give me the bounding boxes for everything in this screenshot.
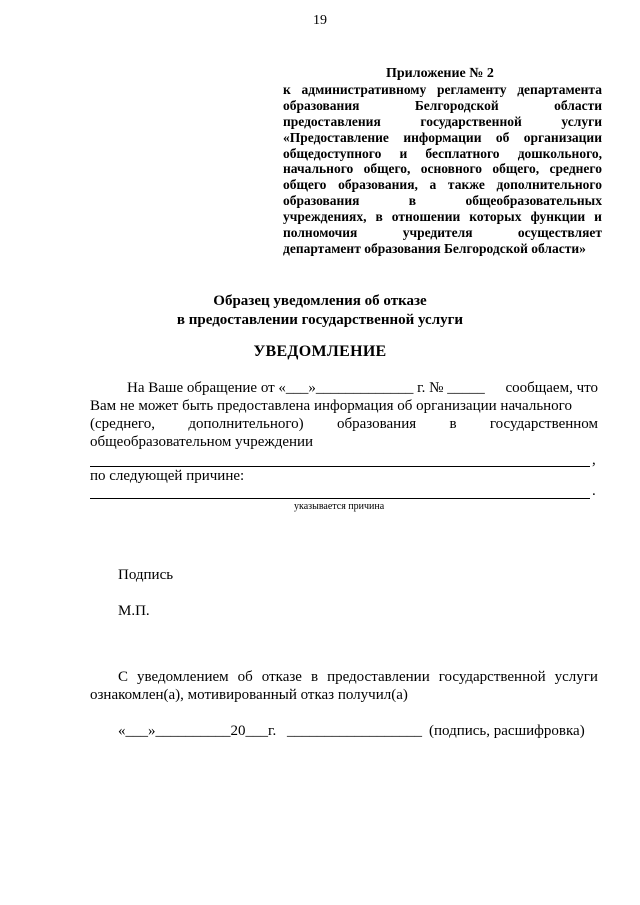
appendix-line	[283, 193, 602, 209]
ack-line-1-word: об	[237, 669, 253, 685]
ack-sign-blank: __________________	[287, 723, 422, 739]
appendix-line	[283, 177, 602, 193]
appendix-line-word: учредителя	[402, 225, 473, 241]
appendix-line-word: департамента	[517, 82, 602, 97]
appendix-line-word: к	[283, 82, 291, 97]
ack-line-2: ознакомлен(а), мотивированный отказ получил(а)	[90, 687, 408, 703]
ack-line-1-word: уведомлением	[137, 669, 229, 685]
appendix-line-word: об	[495, 129, 510, 145]
body-line-3-word: (среднего,	[90, 416, 155, 432]
appendix-line-word: дошкольного,	[517, 145, 602, 161]
appendix-line	[283, 161, 602, 177]
body-line-3	[90, 416, 598, 433]
appendix-line-word: основного	[420, 161, 483, 177]
appendix-line-word: административному	[301, 82, 427, 97]
body-line-3-word: государственном	[489, 416, 598, 432]
body-line-3-word: дополнительного)	[188, 416, 304, 432]
appendix-line-word: образования	[283, 193, 360, 209]
appendix-line-word: информации	[403, 129, 482, 145]
appendix-line-word: дополнительного	[496, 177, 602, 193]
appendix-line-word: области	[554, 97, 602, 113]
appendix-line-word: учреждениях,	[283, 209, 367, 225]
appendix-line-word: Белгородской	[414, 97, 499, 113]
body-line-4: общеобразовательном учреждении	[90, 434, 314, 450]
appendix-line	[283, 225, 602, 241]
appendix-line-word: организации	[523, 129, 602, 145]
appendix-text	[283, 82, 602, 257]
body-line-1-word: сообщаем, что	[505, 380, 598, 396]
body-line-3-word: в	[449, 416, 457, 432]
ack-line-1-word: в	[310, 669, 319, 685]
ack-line-1-word: государственной	[438, 669, 546, 685]
appendix-line	[283, 241, 602, 257]
appendix-line-word: общего,	[492, 161, 540, 177]
ack-line-1	[118, 669, 598, 686]
body-line-2: Вам не может быть предоставлена информация об организации начального	[90, 398, 572, 414]
appendix-line-word: среднего	[549, 161, 602, 177]
appendix-line	[283, 130, 602, 146]
appendix-line-word: общедоступного	[283, 145, 382, 161]
appendix-line-word: в	[375, 209, 383, 225]
sample-heading-line-2: в предоставлении государственной услуги	[176, 312, 464, 328]
appendix-line-word: в	[408, 193, 417, 209]
ack-date-line: «___»__________20___г.	[118, 723, 277, 739]
appendix-line	[283, 146, 602, 162]
ack-sign-caption: (подпись, расшифровка)	[429, 723, 585, 739]
reason-label: по следующей причине:	[90, 468, 245, 484]
appendix-line	[283, 82, 602, 98]
appendix-line	[283, 114, 602, 130]
appendix-line-word: начального	[283, 161, 354, 177]
reason-hint: указывается причина	[294, 501, 385, 512]
appendix-line-word: регламенту	[437, 82, 507, 97]
appendix-line-word: которых	[469, 209, 522, 225]
ack-line-1-word: С	[118, 669, 129, 685]
sample-heading-line-1: Образец уведомления об отказе	[213, 293, 427, 309]
appendix-line-word: полномочия	[283, 225, 358, 241]
institution-blank-line	[90, 466, 590, 467]
appendix-line-word: общеобразовательных	[465, 193, 602, 209]
body-line-3-word: образования	[337, 416, 417, 432]
appendix-line-word: и	[594, 209, 602, 225]
reason-blank-line	[90, 498, 590, 499]
appendix-line-word: бесплатного	[425, 145, 500, 161]
ack-line-1-word: услуги	[554, 669, 598, 685]
appendix-line	[283, 209, 602, 225]
signature-label: Подпись	[118, 567, 174, 583]
appendix-line-word: также	[447, 177, 485, 193]
appendix-line-word: «Предоставление	[283, 129, 389, 145]
appendix-line	[283, 98, 602, 114]
appendix-line-word: департамент образования Белгородской области»	[283, 240, 586, 256]
stamp-label: М.П.	[118, 603, 150, 619]
page-number: 19	[313, 13, 327, 28]
appendix-line-word: образования	[283, 97, 360, 113]
appendix-line-word: общего	[283, 177, 327, 193]
appendix-title: Приложение № 2	[386, 66, 494, 81]
ack-line-1-word: отказе	[261, 669, 302, 685]
notice-title: УВЕДОМЛЕНИЕ	[253, 343, 387, 360]
appendix-line-word: функции	[530, 209, 586, 225]
blank-period: .	[592, 483, 596, 499]
appendix-line-word: услуги	[561, 113, 602, 129]
appendix-line-word: а	[429, 177, 437, 193]
appendix-line-word: отношении	[391, 209, 461, 225]
appendix-line-word: предоставления	[283, 113, 381, 129]
body-line-1	[127, 380, 598, 397]
appendix-line-word: осуществляет	[517, 225, 602, 241]
appendix-line-word: и	[399, 145, 408, 161]
blank-comma: ,	[592, 452, 596, 468]
ack-line-1-word: предоставлении	[327, 669, 430, 685]
appendix-line-word: образования,	[338, 177, 418, 193]
appendix-line-word: государственной	[420, 113, 522, 129]
appendix-line-word: общего,	[363, 161, 411, 177]
body-line-1-word: На Ваше обращение от «___»_____________ г. № _____	[127, 380, 485, 396]
